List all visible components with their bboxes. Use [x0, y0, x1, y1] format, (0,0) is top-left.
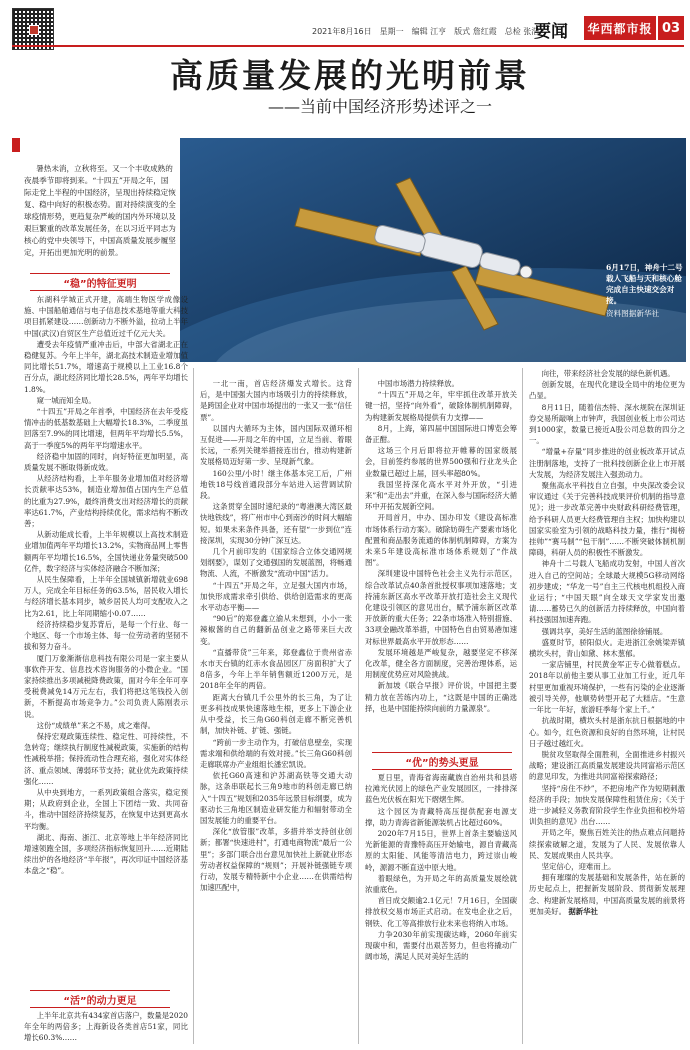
paper-logo: 华西都市报 [584, 16, 656, 40]
header-date-line: 2021年8月16日 星期一 编辑 江亨 版式 詹红霞 总检 张浩 [312, 27, 540, 36]
article-column-4: 向往，带来经济社会发展的绿色新机遇。 创新发展，在现代化建设全局中的地位更为凸显。 8月11日，随着信杰特、深水规院在深圳证券交易所敲响上市钟声，我国创业板上市公司达到1000家，数量已接近A股公司总数的四分之一。 “增量+存量”同步推进的创业板改革开试点注册制落地，支持了一批科技创新企业上市开展大发展，为经济发展注入强劲动力。 聚焦高水平科技自立自强，中央深改委会议审议通过《关于完善科技成果评价机制的指导意见》；进一步改革完善中央财政科研经费管理，给予科研人员更大经费管理自主权；加快构建以国家实验室为引领的战略科技力量，推行“揭榜挂帅”“赛马制”“包干制”……不断突破体制机制障碍，科研人员的积极性不断激发。 神舟十二号载人飞船成功发射，中国人首次进入自己的空间站；全球最大规模5G移动网络初步建成；“华龙一号”自主三代核电机组投入商业运行；“中国天眼”向全球天文学家发出邀请……蓄势已久的创新活力持续释放，中国向着科技强国加速奔跑。 强调共享，美好生活的蓝图徐徐铺展。 盛夏时节，骄阳似火。走进浙江余姚梁弄镇横坎头村，青山如黛、林木葱郁。 一家店铺里，村民黄金军正专心做着糕点。2018年以前他主要从事工业加工行业，近几年村里更加重视环境保护，一些有污染的企业逐渐被引导关停，他顺势转型开起了大糕店。“生意一年比一年好，旅游旺季每个家上千。” 抗战时期，横坎头村是浙东抗日根据地的中心。如今，红色资源和良好的自然环境，让村民日子越过越红火。 脱贫攻坚取得全面胜利，全面推进乡村振兴战略；建设浙江高质量发展建设共同富裕示范区的意见印发，为推进共同富裕探索路径； 坚持“房住不炒”，不把房地产作为短期刺激经济的手段；加快发展保障性租赁住房；《关于进一步减轻义务教育阶段学生作业负担和校外培训负担的意见》出台…… 开局之年，聚焦百姓关注的热点难点问题持续探索破解之道，发展为了人民、发展依靠人民、发展成果由人民共享。 坚定信心，迎难而上。 拥有璀璨的发展基础和发展条件，站在新的历史起点上，把握新发展阶段、贯彻新发展理念、构建新发展格局，中国高质量发展的前景将更加美好。 据新华社 [529, 369, 685, 916]
section-name: 要闻 [534, 22, 568, 42]
section-head-active: “活”的动力更足 [30, 990, 170, 1008]
article-column-3-bottom: 夏日里，青海省海南藏族自治州共和县塔拉滩光伏园上的绿色产业发展园区，一排排深蓝色光伏板在阳光下熠熠生辉。 这个园区为青藏特高压提供配套电源支撑，助力青海省新能源装机占比超过60%。 2020年7月15日，世界上首条主要输送风光新能源的青豫特高压开始输电，源自青藏高原的太阳能、风能等清洁电力，跨过崇山峻岭，源源不断直送中原大地。 着眼绿色，为开局之年的高质量发展绘就浓重底色。 首日成交额逾2.1亿元！7月16日，全国碳排放权交易市场正式启动。在发电企业之后，钢铁、化工等高排放行业未来也将纳入市场。 力争2030年前实现碳达峰，2060年前实现碳中和，需要付出艰苦努力，但也将撬动广阔市场，满足人民对美好生活的 [365, 773, 517, 962]
photo-credit: 资料图据新华社 [606, 309, 660, 318]
column-divider [358, 368, 359, 1044]
bookmark-icon [12, 138, 20, 152]
article-column-1-bottom: 上半年北京共有434家首店落户，数量是2020年全年的两倍多；上海新设各类首店51家，同比增长60.3%…… [24, 1011, 188, 1043]
article-column-2: 一北一南，首店经济爆发式增长。这背后，是中国强大国内市场吸引力的持续释放，是跨国企业对中国市场提出的一张又一张“信任票”。 以国内大循环为主体，国内国际双循环相互促进——开局之年的中国，立足当前、着眼长远，一系列关键举措接连出台，推动构建新发展格局迈好第一步、呈现新气象。 160公里/小时！继主体基本完工后，广州地铁18号线首通段部分车站进入运营调试阶段。 这条贯穿全国时速纪录的“粤港澳大湾区最快地铁线”，将广州市中心到南沙的时间大幅缩短。如果未来条件具备，还有望“一步到位”连接深圳，实现30分钟广深互达。 几个月前印发的《国家综合立体交通网规划纲要》，谋划了交通强国的发展蓝图，将畅通物流、人流，不断激发“流动中国”活力。 “十四五”开局之年，立足强大国内市场，加快形成需求牵引供给、供给创造需求的更高水平动态平衡—— “90后”的郑登鑫立渝从未想到，小小一张辣椒酱的自己的翻新品创业之路带来巨大改变。 “直播带货”三年来，郑登鑫位于贵州省赤水市天台镇的红赤水食品园区厂房面积扩大了8倍多，今年上半年销售额近1200万元，是2018年全年的两倍。 距离大台镇几千公里外的长三角，为了让更多科技成果快速落地生根，更多上下游企业从中受益，长三角G60科创走廊不断完善机制，加快补链、扩链、强链。 “跨前一步主动作为，打破信息壁垒，实现需求端和供给端的有效对接。”长三角G60科创走廊联席办产业组组长潘宏凯说。 依托G60高速和沪苏湖高铁等交通大动脉，这条串联起长三角9地市的科创走廊已纳入“十四五”规划和2035年远景目标纲要，成为驱动长三角地区制造业研发能力和辐射带动全国发展能力的重要平台。 深化“放管服”改革，多措并举支持创业创新；都署“快速进村”，打通电商物流“最后一公里”；多部门联合出台意见加快社上新就业形态劳动者权益保障的“规则”；开展补链强链专项行动，发展专精特新中小企业……在供需结构加速匹配中， [200, 379, 352, 893]
page-number: 03 [658, 16, 684, 40]
qr-code-icon [12, 8, 54, 50]
subheadline: ——当前中国经济形势述评之一 [267, 97, 492, 116]
byline: 据新华社 [568, 906, 598, 916]
space-station-photo [180, 138, 686, 362]
column-divider [522, 368, 523, 1044]
headline: 高质量发展的光明前景 [170, 56, 530, 95]
section-head-advantage: “优”的势头更显 [372, 752, 512, 770]
section-head-stable: “稳”的特征更明 [30, 273, 170, 291]
space-station-illustration [180, 138, 686, 362]
article-column-1: 东湖科学城正式开建，高端生物医学成像设施、中国船舶通信与电子信息技术基地等重大科技项目抓紧建设……创新动力不断外溢，拉动上半年中国(武汉)自贸区生产总值近过千亿元大关。 遭受去年疫情严重冲击后，中部大省湖北正在稳健复苏。今年上半年，湖北高技术制造业增加值同比增长51.7%，增速高于规模以上工业16.8个百分点，湖北经济同比增长28.5%，两年平均增长1.8%。 窥一城而知全局。 “十四五”开局之年首季，中国经济在去年受疫情冲击的低基数基础上大幅增长18.3%，二季度虽回落至7.9%的同比增速，但两年平均增长5.5%，高于一季度5%的两年平均增速水平。 经济稳中加固的同时，向好特征更加明显，高质量发展不断取得新成效。 从经济结构看，上半年服务业增加值对经济增长贡献率达53%，制造业增加值占国内生产总值的比重为27.9%，最终消费支出对经济增长的贡献率达61.7%，产业结构持续优化，需求结构不断改善； 从新动能成长看，上半年规模以上高技术制造业增加值两年平均增长13.2%，实物商品网上零售额两年平均增长16.5%，全国快递业务量突破500亿件，数字经济与实体经济融合不断加深； 从民生保障看，上半年全国城镇新增就业698万人，完成全年目标任务的63.5%，居民收入增长与经济增长基本同步，城乡居民人均可支配收入之比为2.61，比上年同期缩小0.07…… 经济持续稳步复苏背后，是每一个行业、每一个地区、每一个市场主体、每一位劳动者的坚韧不拔和努力奋斗。 厦门万象渐渐信息科技有限公司是一家主要从事软件开发、信息技术咨询服务的小微企业。“国家持续推出多项减税降费政策，面对今年全年可享受税费减免14万元左右，我们将把这笔钱投入创新，不断提高市场竞争力。”公司负责人陈刚表示说。 这份“成绩单”来之不易，成之难得。 保持宏观政策连续性、稳定性、可持续性，不急转弯；继续执行制度性减税政策，实施新的结构性减税举措；保持流动性合理充裕，强化对实体经济、重点领域、薄弱环节支持；就业优先政策持续强化…… 从中央到地方，一系列政策组合落实，稳定预期；从政府到企业，全国上下团结一致、共同奋斗，推动中国经济持续复苏，在恢复中达到更高水平均衡。 湖北、海南、浙江、北京等地上半年经济同比增速领跑全国，多项经济指标恢复回升……近期陆续出炉的各地经济“半年报”，再次印证中国经济基本盘之“稳”。 [24, 295, 188, 876]
intro-lead: 暑热未消，立秋将至。又一个丰收成熟的夜晨季节即将到来。“十四五”开局之年，国际走党上半程的中国经济，呈现出持续稳定恢复、稳中向好的积极态势。面对持续演变的全球疫情形势，更趋复杂严峻的国内外环境以及艰巨繁重的改革发展任务，在以习近平同志为核心的党中央领导下，中国高质量发展步履坚定，开拓出更加光明的前景。 [24, 164, 176, 257]
photo-caption: 6月17日，神舟十二号载人飞船与天和核心舱完成自主快速交会对接。 资料图据新华社 [606, 262, 686, 319]
article-column-3: 中国市场潜力持续释放。 “十四五”开局之年，牢牢抓住改革开放关键一招，坚持“向外看”，破除体制机制障碍，为构建新发展格局提供有力支撑—— 8月，上海，第四届中国国际进口博览会筹备正酣。 这场三个月后即将拉开帷幕的国家级展会，目前签约参展的世界500强和行业龙头企业数量已超过上届，回头率超80%。 我国坚持深化高水平对外开放，“引进来”和“走出去”并重，在深入参与国际经济大循环中开拓发展新空间。 开局首月，中办、国办印发《建设高标准市场体系行动方案》。破除妨碍生产要素市场化配置和商品服务流通的体制机制障碍，方案为未来5年建设高标准市场体系规划了“作战图”。 深圳建设中国特色社会主义先行示范区，综合改革试点40条首批授权事项加速落地；支持浦东新区高水平改革开放打造社会主义现代化建设引领区的意见出台，赋予浦东新区改革开放新的重大任务；22条市场准入特别措施、33项金融改革举措，中国特色自由贸易港加速对标世界最高水平开放形态…… 发展环境越是严峻复杂，越要坚定不移深化改革，健全各方面制度，完善治理体系，运用制度优势应对风险挑战。 新加坡《联合早报》评价说，中国把主要精力放在苦练内功上，“这既是中国的正确选择，也是中国能持续向前的力量源泉”。 [365, 379, 517, 713]
header-divider [12, 45, 684, 47]
column-divider [193, 368, 194, 1044]
